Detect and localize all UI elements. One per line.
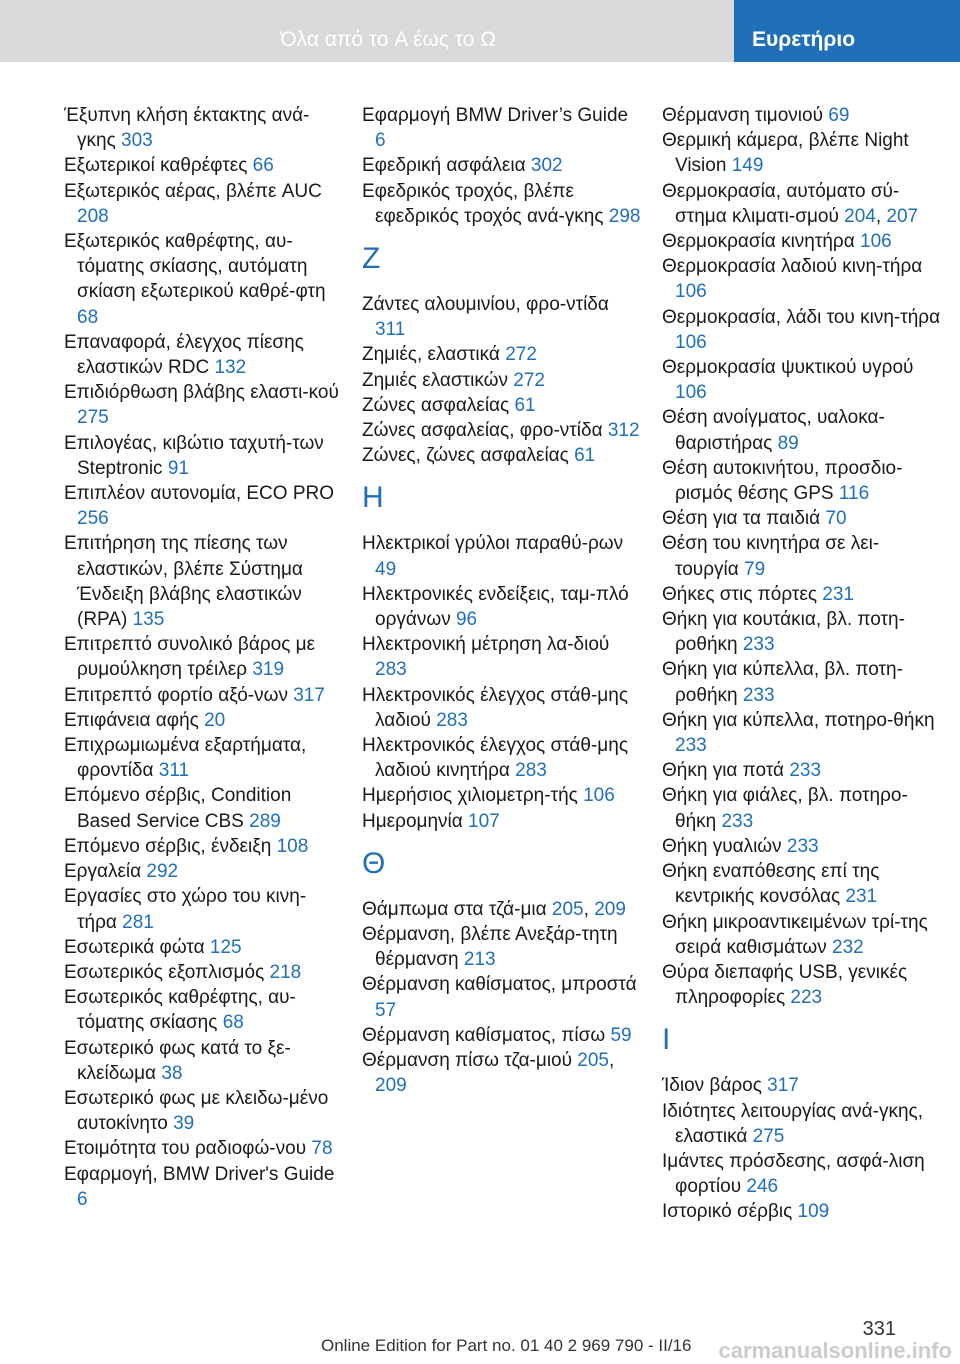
index-entry: [662, 657, 942, 707]
page-link[interactable]: 319: [252, 659, 285, 681]
index-entry-text: Επιτρεπτό φορτίο αξό‐νων: [64, 684, 294, 706]
index-entry-text: Ιδιότητες λειτουργίας ανά‐γκης, ελαστικά: [662, 1100, 923, 1147]
index-entry: [64, 229, 344, 330]
page-link[interactable]: 6: [375, 130, 386, 152]
index-entry: [662, 456, 942, 506]
index-entry-text: Ημερομηνία: [362, 810, 469, 832]
page-link[interactable]: 311: [375, 319, 406, 341]
page-link[interactable]: 283: [436, 709, 468, 731]
index-entry: [662, 708, 942, 758]
index-entry: [362, 103, 642, 153]
index-entry: [362, 809, 642, 834]
page-link[interactable]: 223: [790, 987, 823, 1009]
index-entry-text: Εφεδρικός τροχός, βλέπε εφεδρικός τροχός ανά‐γκης: [362, 180, 609, 227]
page-link[interactable]: 106: [675, 382, 707, 404]
index-entry: [64, 632, 344, 682]
page-link[interactable]: 233: [786, 835, 819, 857]
index-entry-text: Επόμενο σέρβις, ένδειξη: [64, 835, 277, 857]
page-link[interactable]: 91: [167, 457, 189, 479]
index-letter-heading: Θ: [362, 846, 386, 880]
page-separator: ,: [875, 205, 887, 227]
index-column-3: [662, 103, 942, 1225]
index-entry: [362, 632, 642, 682]
index-letter-heading: H: [362, 481, 384, 515]
index-entry: [662, 1073, 942, 1098]
edition-note: Online Edition for Part no. 01 40 2 969 790 - II/16: [321, 1336, 692, 1355]
page-link[interactable]: 20: [204, 709, 226, 731]
index-entry: [64, 733, 344, 783]
page-link[interactable]: 233: [789, 760, 822, 782]
index-entry-text: Ηλεκτρονικός έλεγχος στάθ‐μης λαδιού κινητήρα: [362, 735, 628, 782]
page-link[interactable]: 108: [276, 835, 309, 857]
index-entry-text: Θέση για τα παιδιά: [662, 508, 826, 530]
index-entry-text: Εσωτερικός εξοπλισμός: [64, 961, 270, 983]
page-link[interactable]: 89: [777, 432, 799, 454]
index-entry-text: Θήκη εναπόθεσης επί της κεντρικής κονσόλας: [662, 861, 880, 908]
page-link[interactable]: 78: [311, 1138, 333, 1160]
index-entry: [362, 393, 642, 418]
index-entry: [64, 380, 344, 430]
page-link[interactable]: 66: [252, 155, 274, 177]
index-entry-text: Θήκη γυαλιών: [662, 835, 787, 857]
page-link[interactable]: 61: [574, 445, 596, 467]
page-link[interactable]: 39: [173, 1113, 195, 1135]
index-entry: [64, 783, 344, 833]
page-link[interactable]: 68: [77, 306, 99, 328]
index-entry: [662, 254, 942, 304]
page-link[interactable]: 218: [269, 961, 302, 983]
index-entry: [362, 972, 642, 1022]
index-entry-text: Εσωτερικά φώτα: [64, 936, 210, 958]
index-entry-text: Εσωτερικό φως με κλειδω‐μένο αυτοκίνητο: [64, 1087, 329, 1135]
page-separator: ,: [609, 1050, 615, 1072]
index-entry: [362, 1048, 642, 1098]
index-entry-text: Θήκη για φιάλες, βλ. ποτηρο‐θήκη: [662, 785, 908, 832]
index-entry: [662, 179, 942, 229]
index-entry-text: Επόμενο σέρβις, Condition Based Service CBS: [64, 785, 292, 832]
page-link[interactable]: 69: [828, 105, 850, 126]
index-entry-text: Θήκη για κύπελλα, ποτηρο‐θήκη: [662, 709, 935, 731]
index-entry-text: Θερμοκρασία κινητήρα: [662, 231, 861, 253]
index-entry: [64, 960, 344, 985]
page-link[interactable]: 233: [721, 810, 754, 832]
page-link[interactable]: 70: [825, 508, 847, 530]
index-entry: [64, 935, 344, 960]
index-entry: [362, 783, 642, 808]
index-entry-text: Εσωτερικό φως κατά το ξε‐κλείδωμα: [64, 1037, 291, 1084]
index-entry: [662, 859, 942, 909]
index-entry-text: Θέρμανση πίσω τζα‐μιού: [362, 1050, 578, 1072]
index-entry-text: Θήκη για κύπελλα, βλ. ποτη‐ροθήκη: [662, 659, 903, 706]
page-link[interactable]: 132: [214, 357, 247, 379]
index-entry: [662, 834, 942, 859]
page-link[interactable]: 79: [744, 558, 766, 580]
index-entry-text: Ιμάντες πρόσδεσης, ασφά‐λιση φορτίου: [662, 1150, 925, 1198]
index-entry: [662, 910, 942, 960]
page-link[interactable]: 106: [675, 331, 707, 353]
page-link[interactable]: 205: [551, 898, 584, 920]
page-link[interactable]: 125: [209, 936, 242, 958]
index-entry: [64, 153, 344, 178]
index-entry-text: Θύρα διεπαφής USB, γενικές πληροφορίες: [662, 961, 908, 1009]
index-entry: [662, 531, 942, 581]
index-entry: [64, 683, 344, 708]
index-entry-text: Επιπλέον αυτονομία, ECO PRO: [64, 483, 335, 505]
index-entry-text: Θέρμανση, βλέπε Ανεξάρ‐τητη θέρμανση: [362, 924, 618, 971]
index-letter-heading: Z: [362, 242, 381, 276]
index-entry-text: Θέση του κινητήρα σε λει‐τουργία: [662, 533, 880, 580]
index-entry-text: Ζώνες ασφαλείας, φρο‐ντίδα: [362, 420, 608, 442]
page-link[interactable]: 135: [132, 609, 165, 631]
index-entry-text: Εφαρμογή BMW Driver’s Guide: [362, 105, 629, 126]
index-entry: [662, 355, 942, 405]
page-link[interactable]: 303: [121, 130, 153, 152]
index-column-1: [64, 103, 344, 1212]
index-entry: [662, 103, 942, 128]
index-entry-text: Επιλογέας, κιβώτιο ταχυτή‐των Steptronic: [64, 432, 324, 479]
index-entry: [362, 922, 642, 972]
index-entry-text: Θέρμανση καθίσματος, πίσω: [362, 1024, 611, 1046]
page-link[interactable]: 289: [249, 810, 281, 832]
page-link[interactable]: 209: [375, 1075, 407, 1097]
index-entry: [362, 897, 642, 922]
page-separator: ,: [583, 898, 595, 920]
index-entry-text: Επιχρωμιωμένα εξαρτήματα, φροντίδα: [64, 735, 307, 782]
index-entry-text: Θήκη μικροαντικειμένων τρί‐της σειρά καθισμάτων: [662, 911, 928, 958]
page-link[interactable]: 292: [146, 861, 179, 883]
index-letter-heading: I: [662, 1023, 671, 1057]
page-link[interactable]: 275: [77, 407, 109, 429]
page-link[interactable]: 233: [675, 735, 707, 757]
index-entry: [362, 153, 642, 178]
index-entry-text: Ηλεκτρονική μέτρηση λα‐διού: [362, 634, 610, 656]
index-entry: [64, 531, 344, 632]
page-link[interactable]: 311: [158, 760, 190, 782]
index-entry: [64, 1162, 344, 1212]
index-entry: [64, 859, 344, 884]
index-entry-text: Εξωτερικός καθρέφτης, αυ‐τόματης σκίασης, αυτόματη σκίαση εξωτερικού καθρέ‐φτη: [64, 231, 326, 303]
index-entry-text: Επαναφορά, έλεγχος πίεσης ελαστικών RDC: [64, 331, 304, 379]
page-link[interactable]: 107: [468, 810, 500, 832]
page-header: [0, 0, 960, 62]
index-entry: [64, 1036, 344, 1086]
index-entry: [64, 1086, 344, 1136]
index-entry-text: Ηλεκτρικοί γρύλοι παραθύ‐ρων: [362, 533, 624, 555]
page-link[interactable]: 312: [607, 420, 640, 442]
page-link[interactable]: 207: [886, 205, 919, 227]
page-link[interactable]: 231: [822, 583, 854, 605]
index-entry: [662, 405, 942, 455]
header-grey-bar: [0, 0, 734, 62]
page-link[interactable]: 233: [742, 634, 775, 656]
index-entry-text: Επιτήρηση της πίεσης των ελαστικών, βλέπε Σύστημα Ένδειξη βλάβης ελαστικών (RPA): [64, 533, 303, 631]
index-entry: [662, 1149, 942, 1199]
index-entry: [362, 179, 642, 229]
index-entry-text: Ζώνες, ζώνες ασφαλείας: [362, 445, 575, 467]
index-entry-text: Θερμοκρασία λαδιού κινη‐τήρα: [662, 256, 923, 278]
index-entry-text: Θερμοκρασία, αυτόματο σύ‐στημα κλιματι‐σμού: [662, 180, 900, 227]
index-column-2: [362, 103, 642, 1099]
index-entry: [662, 1099, 942, 1149]
index-entry-text: Εργαλεία: [64, 861, 147, 883]
page-link[interactable]: 209: [594, 898, 626, 920]
page-link[interactable]: 246: [746, 1176, 779, 1198]
page-link[interactable]: 61: [514, 394, 536, 416]
page-number: 331: [862, 1318, 896, 1340]
index-entry-text: Εξωτερικοί καθρέφτες: [64, 155, 253, 177]
page-link[interactable]: 272: [505, 344, 537, 366]
page-link[interactable]: 116: [838, 483, 870, 505]
index-entry-text: Ζημιές ελαστικών: [362, 369, 514, 391]
index-entry-text: Ζάντες αλουμινίου, φρο‐ντίδα: [362, 294, 609, 316]
index-entry: [64, 481, 344, 531]
index-entry-text: Θάμπωμα στα τζά‐μια: [362, 898, 552, 920]
index-entry-text: Θήκη για ποτά: [662, 760, 790, 782]
index-entry: [64, 431, 344, 481]
index-entry: [64, 179, 344, 229]
index-entry: [662, 960, 942, 1010]
index-entry: [362, 443, 642, 468]
page-link[interactable]: 57: [375, 999, 397, 1021]
index-entry-text: Επιτρεπτό συνολικό βάρος με ρυμούλκηση τρέιλερ: [64, 634, 316, 681]
index-entry: [662, 758, 942, 783]
page-link[interactable]: 317: [293, 684, 325, 706]
page-link[interactable]: 281: [122, 911, 154, 933]
index-entry-text: Εφαρμογή, BMW Driver's Guide: [64, 1163, 335, 1185]
section-title[interactable]: Ευρετήριο: [752, 28, 856, 51]
index-entry: [362, 292, 642, 342]
index-entry: [64, 834, 344, 859]
index-entry-text: Ζημιές, ελαστικά: [362, 344, 506, 366]
page-link[interactable]: 208: [77, 205, 109, 227]
index-entry: [362, 418, 642, 443]
page-link[interactable]: 38: [161, 1062, 183, 1084]
page-link[interactable]: 109: [797, 1201, 830, 1223]
index-entry: [64, 330, 344, 380]
index-entry-text: Επιφάνεια αφής: [64, 709, 205, 731]
page-link[interactable]: 59: [610, 1024, 632, 1046]
page-link[interactable]: 106: [675, 281, 707, 303]
index-entry: [362, 342, 642, 367]
index-entry-text: Ηλεκτρονικός έλεγχος στάθ‐μης λαδιού: [362, 684, 628, 731]
index-entry: [64, 103, 344, 153]
index-entry-text: Θερμοκρασία ψυκτικού υγρού: [662, 357, 914, 379]
page-link[interactable]: 233: [742, 684, 775, 706]
index-entry: [662, 1199, 942, 1224]
page-link[interactable]: 106: [583, 785, 615, 807]
index-entry: [64, 985, 344, 1035]
index-entry: [362, 531, 642, 581]
index-entry: [64, 1136, 344, 1161]
index-entry-text: Θερμοκρασία, λάδι του κινη‐τήρα: [662, 306, 941, 328]
page-link[interactable]: 283: [515, 760, 547, 782]
index-entry: [64, 884, 344, 934]
page-link[interactable]: 272: [513, 369, 545, 391]
index-entry: [662, 783, 942, 833]
index-entry-text: Εξωτερικός αέρας, βλέπε AUC: [64, 180, 322, 202]
index-entry: [362, 683, 642, 733]
index-entry-text: Θέση ανοίγματος, υαλοκα‐θαριστήρας: [662, 407, 885, 454]
index-entry-text: Θερμική κάμερα, βλέπε Night Vision: [662, 130, 909, 177]
index-entry-text: Εφεδρική ασφάλεια: [362, 155, 531, 177]
index-entry-text: Θέρμανση καθίσματος, μπροστά: [362, 974, 637, 996]
index-entry: [362, 1023, 642, 1048]
index-entry: [362, 368, 642, 393]
page-link[interactable]: 96: [455, 609, 478, 631]
index-entry-text: Ηλεκτρονικές ενδείξεις, ταμ‐πλό οργάνων: [362, 583, 629, 631]
index-entry: [662, 229, 942, 254]
index-entry-text: Ημερήσιος χιλιομετρη‐τής: [362, 785, 584, 807]
breadcrumb[interactable]: Όλα από το A έως το Ω: [280, 28, 496, 51]
watermark: carmanualsonline.info: [718, 1338, 952, 1363]
index-entry: [662, 128, 942, 178]
page-link[interactable]: 298: [608, 205, 641, 227]
page-link[interactable]: 213: [463, 949, 496, 971]
page-link[interactable]: 232: [832, 936, 864, 958]
index-entry-text: Θήκη για κουτάκια, βλ. ποτη‐ροθήκη: [662, 609, 905, 656]
page-link[interactable]: 49: [375, 558, 397, 580]
index-entry-text: Εσωτερικός καθρέφτης, αυ‐τόματης σκίασης: [64, 987, 296, 1034]
page-link[interactable]: 205: [577, 1050, 609, 1072]
header-section-tab[interactable]: [734, 0, 960, 62]
index-entry-text: Ζώνες ασφαλείας: [362, 394, 515, 416]
page-link[interactable]: 317: [767, 1075, 799, 1097]
page-link[interactable]: 283: [375, 659, 407, 681]
index-entry-text: Θέρμανση τιμονιού: [662, 105, 829, 126]
index-entry: [662, 305, 942, 355]
page-link[interactable]: 302: [530, 155, 563, 177]
index-entry-text: Ίδιον βάρος: [662, 1075, 768, 1097]
index-entry-text: Εργασίες στο χώρο του κινη‐τήρα: [64, 886, 307, 933]
page-link[interactable]: 256: [77, 508, 109, 530]
index-entry: [662, 582, 942, 607]
page-link[interactable]: 275: [752, 1125, 785, 1147]
index-entry-text: Ετοιμότητα του ραδιοφώ‐νου: [64, 1138, 312, 1160]
index-entry: [662, 607, 942, 657]
index-entry-text: Έξυπνη κλήση έκτακτης ανά‐γκης: [64, 105, 310, 152]
page-link[interactable]: 204: [844, 205, 876, 227]
index-entry-text: Θέση αυτοκινήτου, προσδιο‐ρισμός θέσης GPS: [662, 457, 903, 505]
index-entry-text: Θήκες στις πόρτες: [662, 583, 823, 605]
index-entry-text: Ιστορικό σέρβις: [662, 1201, 798, 1223]
index-entry: [362, 582, 642, 632]
page-link[interactable]: 68: [222, 1012, 244, 1034]
index-entry: [362, 733, 642, 783]
page-link[interactable]: 106: [860, 231, 892, 253]
page-link[interactable]: 6: [77, 1188, 88, 1210]
page-link[interactable]: 231: [845, 886, 878, 908]
index-entry-text: Επιδιόρθωση βλάβης ελαστι‐κού: [64, 382, 339, 404]
page-link[interactable]: 149: [731, 155, 764, 177]
index-entry: [64, 708, 344, 733]
index-entry: [662, 506, 942, 531]
